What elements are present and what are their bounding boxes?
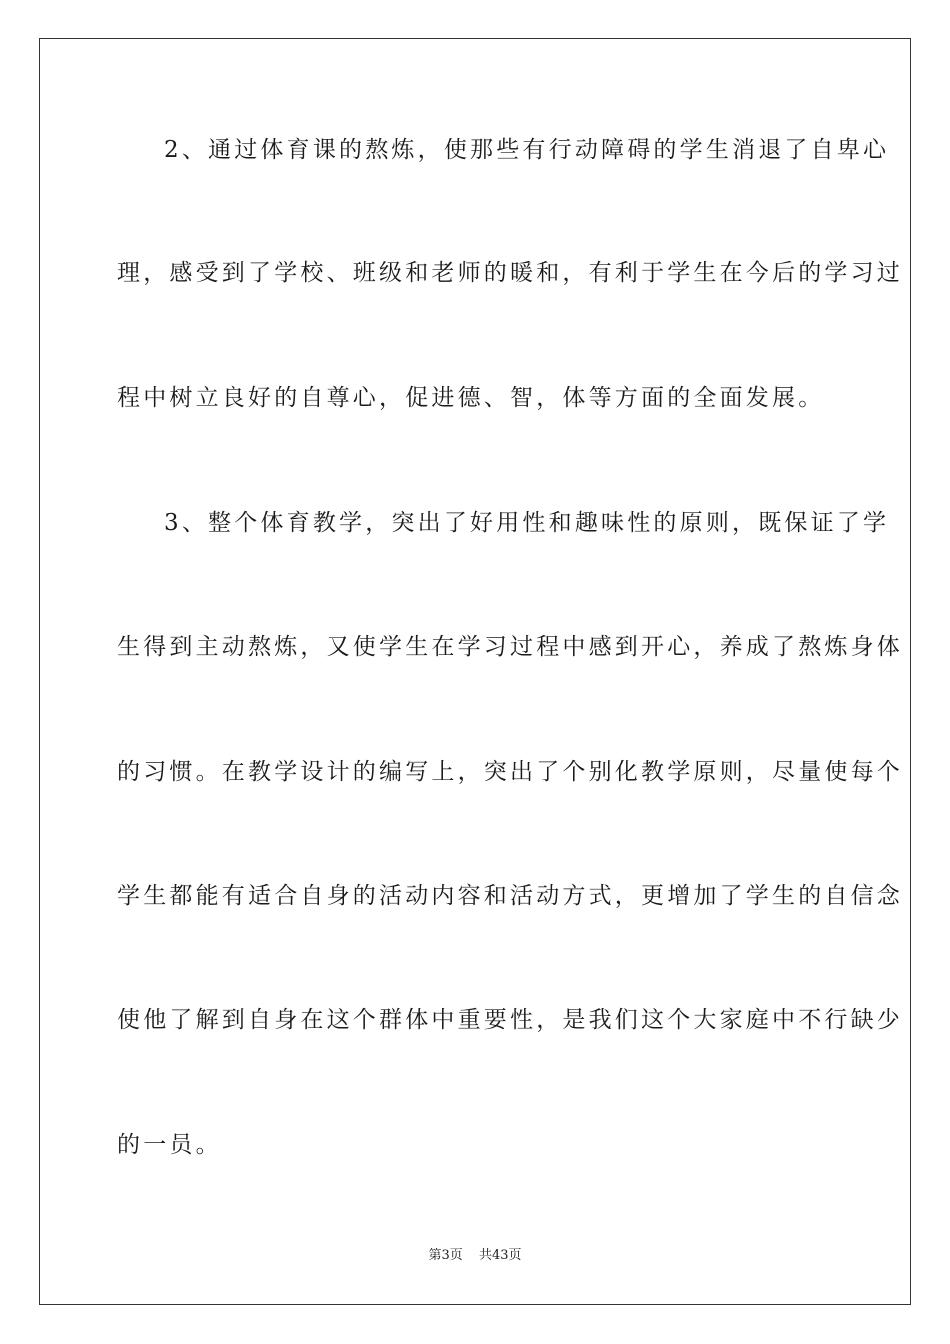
paragraph-3-line-5: 使他了解到自身在这个群体中重要性，是我们这个大家庭中不行缺少 xyxy=(117,1007,903,1033)
paragraph-3-line-3: 的习惯。在教学设计的编写上，突出了个别化教学原则，尽量使每个 xyxy=(117,759,903,785)
paragraph-2-line-3: 程中树立良好的自尊心，促进德、智，体等方面的全面发展。 xyxy=(117,385,825,411)
paragraph-2-line-1: 2、通过体育课的熬炼，使那些有行动障碍的学生消退了自卑心 xyxy=(164,137,890,163)
paragraph-3-line-2: 生得到主动熬炼，又使学生在学习过程中感到开心，养成了熬炼身体 xyxy=(117,634,903,660)
page-number: 第3页 xyxy=(428,1248,463,1263)
page-footer xyxy=(0,1247,950,1265)
paragraph-3-line-4: 学生都能有适合自身的活动内容和活动方式，更增加了学生的自信念 xyxy=(117,883,903,909)
paragraph-3-line-6: 的一员。 xyxy=(117,1132,222,1158)
paragraph-2-line-2: 理，感受到了学校、班级和老师的暖和，有利于学生在今后的学习过 xyxy=(117,260,903,286)
page-total: 共43页 xyxy=(478,1248,522,1263)
page-frame xyxy=(39,38,911,1305)
paragraph-3-line-1: 3、整个体育教学，突出了好用性和趣味性的原则，既保证了学 xyxy=(164,510,890,536)
